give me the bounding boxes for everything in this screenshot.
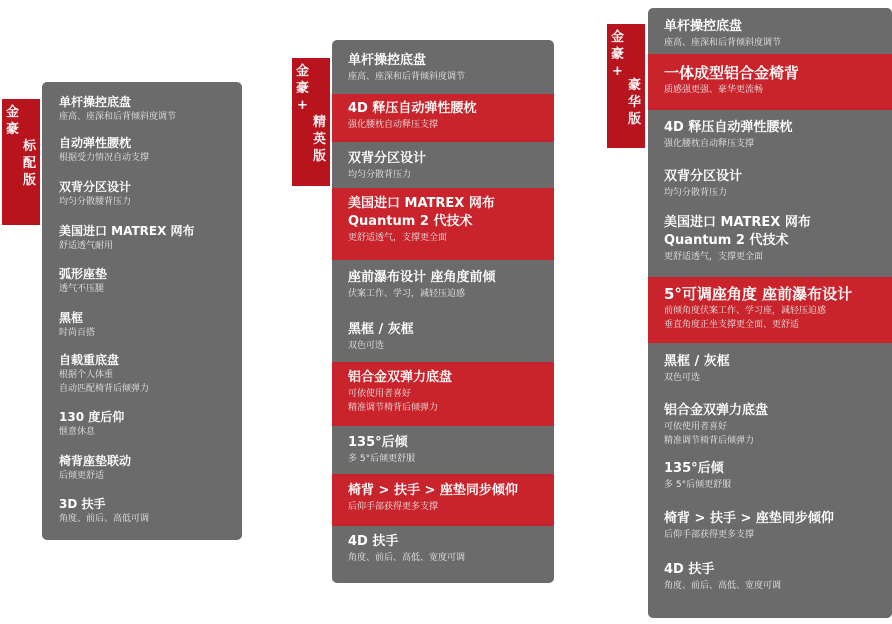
feature-desc: 强化腰枕自动释压支撑: [348, 120, 439, 130]
tag-char: 英: [313, 132, 327, 147]
feature-item: [332, 40, 554, 94]
feature-desc: 后仰手部获得更多支撑: [664, 530, 755, 540]
feature-item: [42, 441, 242, 484]
feature-desc: 双色可选: [664, 373, 701, 383]
tag-char: 豪: [628, 78, 642, 93]
feature-title-line: 美国进口 MATREX 网布: [348, 196, 495, 211]
feature-item: [332, 426, 554, 474]
feature-title-line: 美国进口 MATREX 网布: [664, 215, 811, 230]
feature-desc: 更舒适透气，支撑更全面: [348, 233, 448, 243]
feature-desc: 可依使用者喜好: [664, 422, 728, 432]
feature-title: 130 度后仰: [59, 410, 125, 424]
feature-desc: 双色可选: [348, 341, 385, 351]
feature-desc: 时尚百搭: [59, 328, 96, 338]
feature-item: [648, 552, 892, 618]
feature-item: [42, 167, 242, 211]
tier1-panel: [42, 82, 242, 540]
feature-title: 单杆操控底盘: [348, 53, 427, 68]
feature-title: 4D 扶手: [664, 562, 715, 577]
feature-title: 单杆操控底盘: [59, 95, 132, 109]
feature-desc: 座高、座深和后背倾斜度调节: [348, 72, 466, 82]
feature-title: 椅背 > 扶手 > 座垫同步倾仰: [348, 483, 518, 498]
tag-char: 配: [23, 156, 37, 171]
feature-desc: 均匀分散背压力: [664, 188, 728, 198]
feature-desc: 座高、座深和后背倾斜度调节: [59, 112, 177, 122]
feature-desc: 角度、前后、高低可调: [59, 514, 150, 524]
feature-title: 铝合金双弹力底盘: [348, 370, 453, 385]
feature-desc: 多 5°后倾更舒服: [348, 454, 416, 464]
feature-item: [42, 254, 242, 298]
feature-title: 美国进口 MATREX 网布: [59, 224, 195, 238]
feature-item: [42, 123, 242, 167]
feature-title: 铝合金双弹力底盘: [664, 403, 769, 418]
feature-desc: 精准调节椅背后倾弹力: [348, 403, 439, 413]
feature-item: [42, 298, 242, 340]
tag-char: 金: [5, 105, 19, 120]
feature-title: 4D 释压自动弹性腰枕: [348, 101, 477, 116]
feature-desc: 垂直角度正坐支撑更全面、更舒适: [664, 320, 800, 330]
feature-desc: 更舒适透气，支撑更全面: [664, 252, 764, 262]
tag-char: 豪: [5, 122, 19, 137]
feature-item-highlight: [648, 277, 892, 343]
feature-item: [42, 211, 242, 254]
feature-desc: 舒适透气耐用: [59, 241, 114, 251]
feature-item-highlight: [332, 362, 554, 426]
tier3-tag: [607, 24, 645, 148]
tier3-panel: [648, 8, 892, 618]
feature-title: 单杆操控底盘: [664, 19, 743, 34]
feature-item-highlight: [332, 94, 554, 142]
feature-title: 椅背 > 扶手 > 座垫同步倾仰: [664, 511, 834, 526]
feature-title-line: Quantum 2 代技术: [664, 233, 789, 248]
feature-desc: 后仰手部获得更多支撑: [348, 502, 439, 512]
tag-char: 版: [313, 149, 327, 164]
feature-title: 5°可调座角度 座前瀑布设计: [664, 285, 853, 303]
feature-title: 135°后倾: [664, 461, 724, 476]
feature-desc: 多 5°后倾更舒服: [664, 480, 732, 490]
feature-item: [648, 110, 892, 159]
feature-item: [648, 501, 892, 552]
feature-title: 双背分区设计: [664, 169, 743, 184]
feature-desc: 伏案工作、学习，减轻压迫感: [348, 289, 466, 299]
tier2-tag: [292, 58, 330, 186]
feature-item: [648, 8, 892, 54]
feature-desc: 惬意休息: [59, 427, 96, 437]
feature-desc: 均匀分散背压力: [348, 170, 412, 180]
feature-title: 4D 释压自动弹性腰枕: [664, 120, 793, 135]
feature-title-line: Quantum 2 代技术: [348, 214, 473, 229]
feature-item: [648, 159, 892, 205]
feature-title: 自动弹性腰枕: [59, 136, 132, 150]
feature-item: [42, 484, 242, 534]
tag-char: 华: [628, 95, 642, 110]
tag-char: 版: [628, 112, 642, 127]
tier1-tag: [2, 99, 40, 225]
feature-item: [332, 260, 554, 312]
tag-char: 豪: [610, 47, 624, 62]
feature-item: [648, 205, 892, 277]
feature-item-highlight: [332, 188, 554, 260]
feature-desc: 后倾更舒适: [59, 471, 105, 481]
feature-item: [332, 526, 554, 583]
feature-desc: 角度、前后、高低、宽度可调: [664, 581, 782, 591]
feature-title: 3D 扶手: [59, 497, 106, 511]
feature-title: [348, 195, 554, 231]
feature-item: [648, 343, 892, 393]
feature-desc: 角度、前后、高低、宽度可调: [348, 553, 466, 563]
feature-desc: 均匀分散腰背压力: [59, 197, 132, 207]
feature-title: [664, 214, 892, 250]
feature-title: 4D 扶手: [348, 534, 399, 549]
feature-title: 黑框 / 灰框: [348, 322, 414, 337]
feature-desc: 透气不压腿: [59, 284, 105, 294]
feature-title: 黑框: [59, 311, 84, 325]
tag-char: 金: [610, 30, 624, 45]
feature-desc: 座高、座深和后背倾斜度调节: [664, 38, 782, 48]
tag-char: 精: [313, 115, 327, 130]
tier2-panel: [332, 40, 554, 583]
tag-char: 标: [23, 139, 37, 154]
feature-title: 椅背座垫联动: [59, 454, 132, 468]
feature-desc: 根据个人体重: [59, 370, 114, 380]
feature-desc: 精准调节椅背后倾弹力: [664, 436, 755, 446]
feature-item: [42, 397, 242, 441]
feature-item: [332, 142, 554, 188]
tag-char: 版: [23, 173, 37, 188]
feature-item: [648, 451, 892, 501]
feature-desc: 可依使用者喜好: [348, 389, 412, 399]
tag-char: 金: [295, 64, 309, 79]
feature-desc: 自动匹配椅背后倾弹力: [59, 384, 150, 394]
feature-title: 黑框 / 灰框: [664, 354, 730, 369]
feature-item: [648, 393, 892, 451]
feature-desc: 根据受力情况自动支撑: [59, 153, 150, 163]
feature-item-highlight: [648, 54, 892, 110]
feature-desc: 前倾角度伏案工作、学习座，减轻压迫感: [664, 306, 827, 316]
feature-title: 座前瀑布设计 座角度前倾: [348, 270, 496, 285]
feature-title: 双背分区设计: [59, 180, 132, 194]
feature-item: [332, 312, 554, 362]
feature-title: 双背分区设计: [348, 151, 427, 166]
tag-char: 豪: [295, 81, 309, 96]
feature-title: 一体成型铝合金椅背: [664, 64, 800, 82]
feature-item: [42, 340, 242, 397]
feature-desc: 质感强更强、豪华更流畅: [664, 85, 764, 95]
tag-char: +: [612, 64, 623, 79]
feature-title: 弧形座垫: [59, 267, 108, 281]
feature-title: 自载重底盘: [59, 353, 120, 367]
feature-desc: 强化腰枕自动释压支撑: [664, 139, 755, 149]
feature-title: 135°后倾: [348, 435, 408, 450]
tag-char: +: [297, 98, 308, 113]
feature-item: [42, 82, 242, 123]
feature-item-highlight: [332, 474, 554, 526]
